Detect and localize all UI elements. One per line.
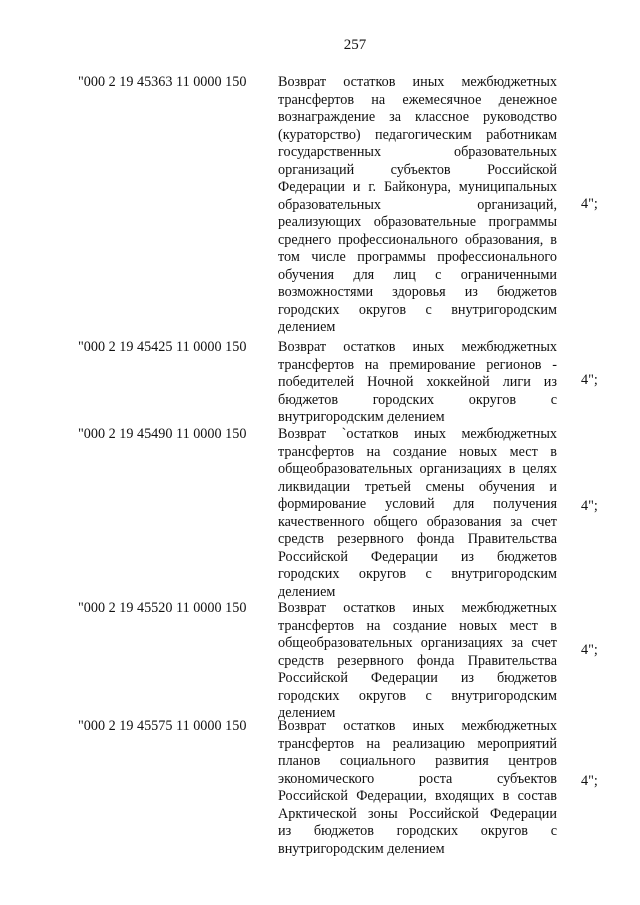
description-line: Возврат остатков иных межбюджетных: [278, 339, 557, 355]
description-line: среднего профессионального образования, в: [278, 231, 557, 248]
description-line: трансфертов на ежемесячное денежное: [278, 91, 557, 108]
row-description: [278, 339, 557, 427]
description-line: общеобразовательных организациях в целях: [278, 461, 557, 477]
description-line: Российской Федерации, входящих в состав: [278, 788, 557, 804]
description-line: обучения для лиц с ограниченными: [278, 266, 557, 283]
row-suffix: 4";: [581, 196, 598, 212]
budget-code: "000 2 19 45490 11 0000 150: [78, 426, 247, 442]
description-line: трансфертов на премирование регионов -: [278, 356, 557, 373]
description-line: внутригородским делением: [278, 409, 445, 425]
row-suffix: 4";: [581, 642, 598, 658]
row-suffix: 4";: [581, 498, 598, 514]
description-line: делением: [278, 705, 336, 721]
description-line: государственных образовательных: [278, 144, 557, 160]
description-line: городских округов с внутригородским: [278, 566, 557, 582]
budget-code: "000 2 19 45363 11 0000 150: [78, 74, 247, 90]
description-line: трансфертов на создание новых мест в: [278, 617, 557, 634]
description-line: качественного общего образования за счет: [278, 513, 557, 530]
description-line: внутригородским делением: [278, 840, 445, 857]
description-line: городских округов с внутригородским: [278, 301, 557, 318]
description-line: вознаграждение за классное руководство: [278, 109, 557, 125]
row-description: [278, 426, 557, 601]
budget-code: "000 2 19 45425 11 0000 150: [78, 339, 247, 355]
description-line: организаций субъектов Российской: [278, 161, 557, 178]
description-line: Возврат остатков иных межбюджетных: [278, 718, 557, 734]
description-line: (кураторство) педагогическим работникам: [278, 126, 557, 143]
description-line: образовательных организаций,: [278, 196, 557, 213]
description-line: Российской Федерации из бюджетов: [278, 670, 557, 686]
description-line: Арктической зоны Российской Федерации: [278, 805, 557, 822]
description-line: средств резервного фонда Правительства: [278, 652, 557, 669]
budget-code: "000 2 19 45575 11 0000 150: [78, 718, 247, 734]
row-description: [278, 600, 557, 723]
description-line: победителей Ночной хоккейной лиги из: [278, 374, 557, 390]
description-line: бюджетов городских округов с: [278, 391, 557, 408]
description-line: средств резервного фонда Правительства: [278, 531, 557, 547]
description-line: трансфертов на создание новых мест в: [278, 443, 557, 460]
description-line: ликвидации третьей смены обучения и: [278, 478, 557, 495]
description-line: из бюджетов городских округов с: [278, 823, 557, 839]
description-line: возможностями здоровья из бюджетов: [278, 284, 557, 300]
description-line: Российской Федерации из бюджетов: [278, 548, 557, 565]
description-line: городских округов с внутригородским: [278, 687, 557, 704]
description-line: Возврат остатков иных межбюджетных: [278, 74, 557, 90]
row-suffix: 4";: [581, 773, 598, 789]
description-line: делением: [278, 583, 336, 600]
description-line: делением: [278, 319, 336, 335]
description-line: реализующих образовательные программы: [278, 214, 557, 230]
description-line: планов социального развития центров: [278, 753, 557, 769]
description-line: трансфертов на реализацию мероприятий: [278, 735, 557, 752]
description-line: экономического роста субъектов: [278, 770, 557, 787]
description-line: Возврат `остатков иных межбюджетных: [278, 426, 557, 442]
description-line: формирование условий для получения: [278, 496, 557, 512]
description-line: том числе программы профессионального: [278, 249, 557, 265]
row-description: [278, 74, 557, 337]
description-line: Федерации и г. Байконура, муниципальных: [278, 179, 557, 195]
row-description: [278, 718, 557, 858]
page-number: 257: [343, 37, 367, 53]
description-line: Возврат остатков иных межбюджетных: [278, 600, 557, 616]
budget-code: "000 2 19 45520 11 0000 150: [78, 600, 247, 616]
description-line: общеобразовательных организациях за счет: [278, 635, 557, 651]
row-suffix: 4";: [581, 372, 598, 388]
